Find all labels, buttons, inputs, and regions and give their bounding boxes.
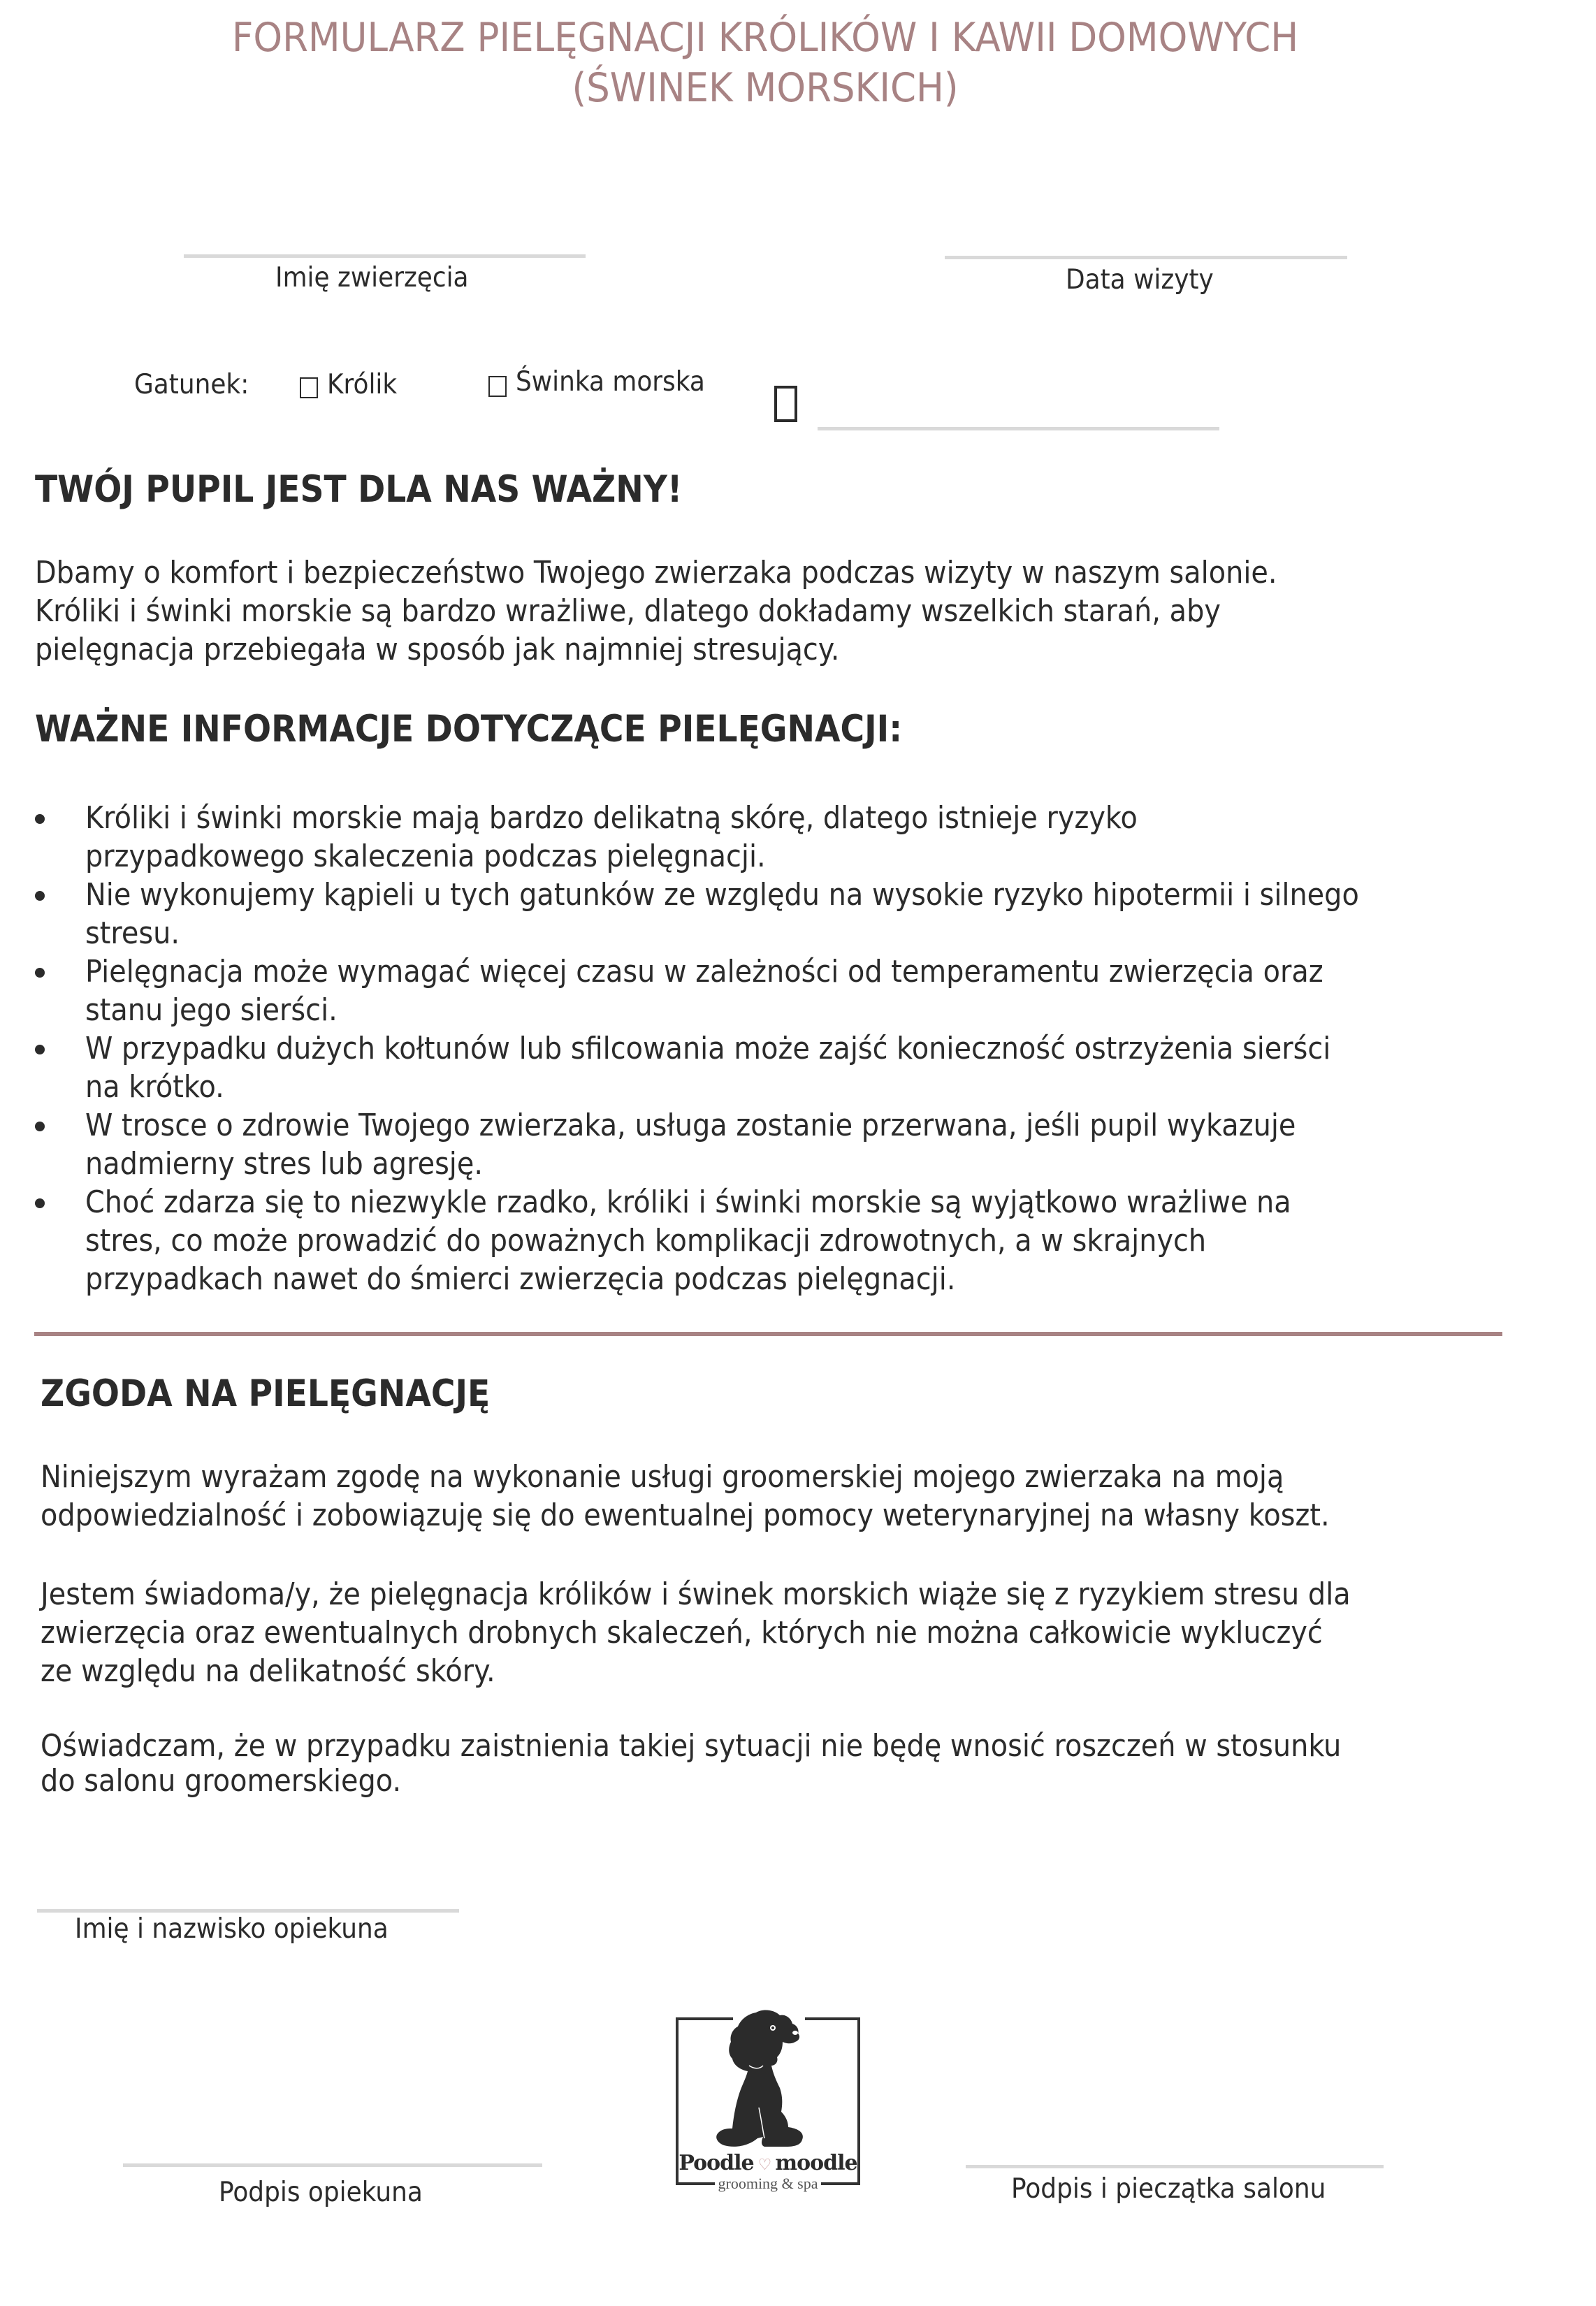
consent-paragraph-2 bbox=[41, 1575, 1351, 1690]
info-bullet-line: nadmierny stres lub agresję. bbox=[85, 1146, 484, 1182]
consent-paragraph-1 bbox=[41, 1458, 1330, 1535]
info-bullet-line: stanu jego sierści. bbox=[85, 992, 338, 1028]
info-bullet-line: Króliki i świnki morskie mają bardzo delikatną skórę, dlatego istnieje ryzyko bbox=[85, 800, 1138, 836]
poodle-silhouette-icon bbox=[713, 2010, 825, 2153]
owner-signature-field[interactable] bbox=[123, 2163, 542, 2167]
form-title-line-1: FORMULARZ PIELĘGNACJI KRÓLIKÓW I KAWII DOMOWYCH bbox=[231, 15, 1299, 61]
salon-signature-label: Podpis i pieczątka salonu bbox=[1011, 2173, 1326, 2205]
visit-date-label: Data wizyty bbox=[1066, 264, 1214, 296]
info-bullet-line: Choć zdarza się to niezwykle rzadko, króliki i świnki morskie są wyjątkowo wrażliwe na bbox=[85, 1184, 1291, 1220]
consent-paragraph-3 bbox=[41, 1729, 1341, 1799]
info-bullet-text bbox=[85, 952, 1323, 1029]
info-bullet-text bbox=[85, 1106, 1296, 1183]
visit-date-field[interactable] bbox=[945, 256, 1347, 259]
info-bullet-line: na krótko. bbox=[85, 1069, 224, 1105]
consent-line: ze względu na delikatność skóry. bbox=[41, 1653, 495, 1689]
intro-line: Dbamy o komfort i bezpieczeństwo Twojego zwierzaka podczas wizyty w naszym salonie. bbox=[35, 555, 1277, 590]
owner-signature-label: Podpis opiekuna bbox=[219, 2177, 423, 2208]
bullet-dot-icon bbox=[35, 814, 45, 824]
info-bullet-line: Nie wykonujemy kąpieli u tych gatunków ze względu na wysokie ryzyko hipotermii i silnego bbox=[85, 877, 1359, 913]
info-bullet-text bbox=[85, 1029, 1330, 1106]
bullet-dot-icon bbox=[35, 1198, 45, 1208]
consent-line: Niniejszym wyrażam zgodę na wykonanie usługi groomerskiej mojego zwierzaka na moją bbox=[41, 1459, 1284, 1495]
consent-line: zwierzęcia oraz ewentualnych drobnych skaleczeń, których nie można całkowicie wykluczyć bbox=[41, 1615, 1323, 1651]
info-bullet-text bbox=[85, 1183, 1291, 1298]
consent-line: Jestem świadoma/y, że pielęgnacja królików i świnek morskich wiąże się z ryzykiem stresu dla bbox=[41, 1576, 1351, 1612]
logo-word-right: moodle bbox=[775, 2151, 857, 2175]
bullet-dot-icon bbox=[35, 1122, 45, 1131]
info-bullet-line: W trosce o zdrowie Twojego zwierzaka, usługa zostanie przerwana, jeśli pupil wykazuje bbox=[85, 1108, 1296, 1143]
info-bullet-line: W przypadku dużych kołtunów lub sfilcowania może zajść konieczność ostrzyżenia sierści bbox=[85, 1031, 1331, 1066]
heart-icon: ♡ bbox=[753, 2156, 776, 2174]
bullet-dot-icon bbox=[35, 968, 45, 978]
pet-name-field[interactable] bbox=[184, 254, 586, 258]
logo-tagline: grooming & spa bbox=[715, 2175, 821, 2192]
species-label: Gatunek: bbox=[134, 369, 249, 400]
other-species-field[interactable] bbox=[818, 427, 1219, 430]
info-bullet-line: Pielęgnacja może wymagać więcej czasu w zależności od temperamentu zwierzęcia oraz bbox=[85, 954, 1323, 989]
intro-paragraph bbox=[35, 553, 1277, 669]
consent-line: Oświadczam, że w przypadku zaistnienia takiej sytuacji nie będę wnosić roszczeń w stosunku bbox=[41, 1728, 1342, 1764]
pet-name-label: Imię zwierzęcia bbox=[275, 262, 469, 293]
info-bullet-text bbox=[85, 799, 1138, 876]
bullet-dot-icon bbox=[35, 1045, 45, 1054]
section-divider bbox=[34, 1332, 1502, 1336]
info-heading: WAŻNE INFORMACJE DOTYCZĄCE PIELĘGNACJI: bbox=[35, 708, 903, 750]
consent-heading: ZGODA NA PIELĘGNACJĘ bbox=[41, 1372, 491, 1415]
info-bullet-line: stresu. bbox=[85, 915, 180, 951]
form-title-line-2: (ŚWINEK MORSKICH) bbox=[572, 65, 959, 111]
info-bullet-line: stres, co może prowadzić do poważnych komplikacji zdrowotnych, a w skrajnych bbox=[85, 1223, 1207, 1259]
species-option-rabbit: Królik bbox=[327, 369, 398, 400]
owner-name-field[interactable] bbox=[37, 1909, 459, 1913]
intro-heading: TWÓJ PUPIL JEST DLA NAS WAŻNY! bbox=[35, 468, 683, 511]
consent-line: do salonu groomerskiego. bbox=[41, 1763, 402, 1799]
bullet-dot-icon bbox=[35, 891, 45, 901]
checkbox-rabbit[interactable] bbox=[300, 377, 318, 398]
checkbox-guinea-pig[interactable] bbox=[488, 376, 507, 397]
logo-word-left: Poodle bbox=[679, 2151, 754, 2175]
owner-name-label: Imię i nazwisko opiekuna bbox=[75, 1913, 389, 1945]
checkbox-other[interactable] bbox=[774, 386, 797, 422]
intro-line: Króliki i świnki morskie są bardzo wrażliwe, dlatego dokładamy wszelkich starań, aby bbox=[35, 593, 1221, 629]
info-bullet-line: przypadkowego skaleczenia podczas pielęgnacji. bbox=[85, 839, 766, 874]
info-bullet-line: przypadkach nawet do śmierci zwierzęcia podczas pielęgnacji. bbox=[85, 1261, 956, 1297]
species-option-guinea-pig: Świnka morska bbox=[516, 366, 705, 398]
info-bullet-text bbox=[85, 876, 1359, 952]
salon-signature-field[interactable] bbox=[966, 2165, 1384, 2168]
consent-line: odpowiedzialność i zobowiązuję się do ewentualnej pomocy weterynaryjnej na własny koszt. bbox=[41, 1498, 1330, 1533]
intro-line: pielęgnacja przebiegała w sposób jak najmniej stresujący. bbox=[35, 632, 840, 667]
